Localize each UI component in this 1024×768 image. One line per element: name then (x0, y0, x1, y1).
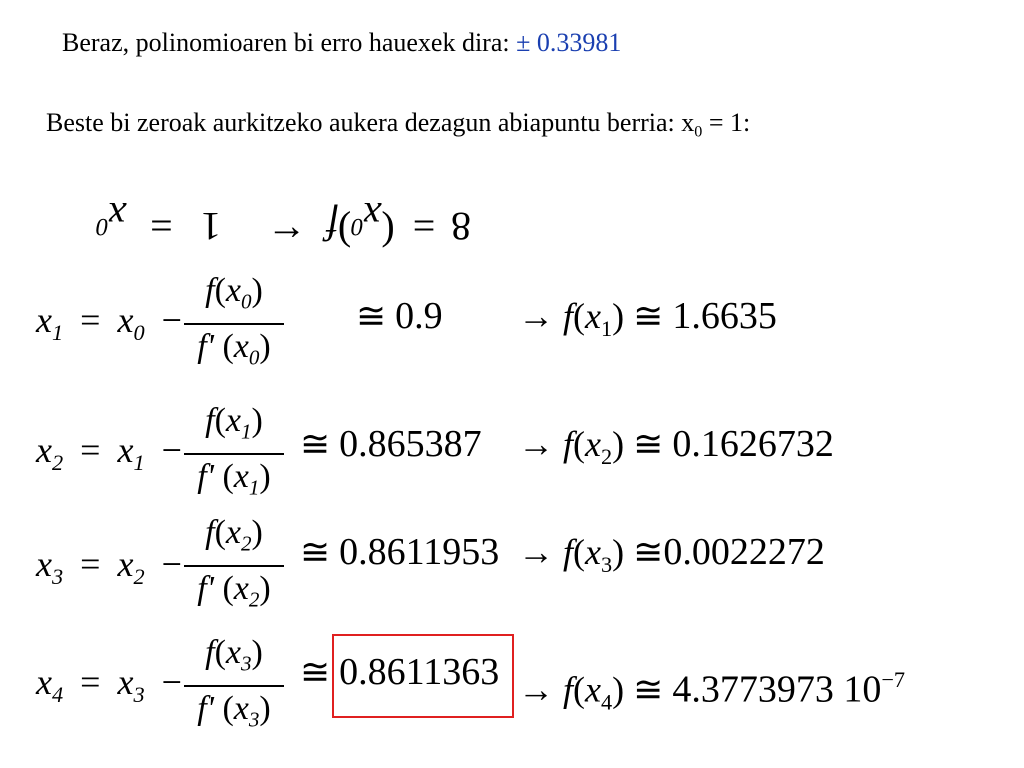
approx-result: ≅ 0.8611363 (300, 651, 500, 693)
f-evaluation: → $f(x_3)$ ≅0.0022272 (518, 531, 825, 577)
fraction-bar (184, 323, 284, 325)
start-x2: $x^0$ (351, 194, 382, 241)
approx-value: 0.9 (395, 295, 443, 337)
f-evaluation: → $f(x_1)$ ≅ 1.6635 (518, 295, 777, 341)
fraction-numerator: $f(x_3)$ (205, 634, 263, 676)
fraction-bar (184, 453, 284, 455)
fraction-denominator: f' $(x_1)$ (197, 458, 271, 500)
roots-value: ± 0.33981 (516, 28, 622, 57)
approx-value: 0.8611363 (339, 651, 500, 693)
start-eq: = (150, 203, 173, 249)
newton-fraction (184, 634, 284, 739)
start-result: 8 (451, 204, 472, 250)
approx-result: ≅ 0.865387 (300, 423, 482, 465)
new-start-tail: = 1: (702, 108, 751, 137)
approx-value: 0.8611953 (339, 531, 500, 573)
newton-fraction (184, 514, 284, 619)
start-row (96, 194, 472, 250)
start-arrow: → (266, 203, 307, 249)
approx-result: ≅ 0.8611953 (300, 531, 500, 573)
new-start-sub: 0 (694, 123, 703, 141)
f-evaluation: → $f(x_2)$ ≅ 0.1626732 (518, 423, 834, 469)
fraction-numerator: $f(x_1)$ (205, 402, 263, 444)
start-lp: ( (337, 203, 352, 249)
lhs-formula: $x_3 = x_2$ − (36, 544, 182, 589)
start-eq2: = (412, 203, 436, 249)
fraction-numerator: $f(x_0)$ (205, 272, 263, 314)
approx-result: ≅ 0.9 (356, 295, 443, 337)
start-f: f (326, 204, 338, 250)
newton-fraction (184, 272, 284, 377)
f-evaluation: → $f(x_4)$ ≅ 4.3773973 $10^{-7}$ (518, 667, 906, 715)
lhs-formula: $x_4 = x_3$ − (36, 662, 182, 707)
fraction-denominator: f' $(x_3)$ (197, 690, 271, 732)
f-value: 1.6635 (672, 295, 777, 337)
lhs-formula: $x_1 = x_0$ − (36, 300, 182, 345)
newton-fraction (184, 402, 284, 507)
f-value: 0.1626732 (672, 423, 834, 465)
fraction-denominator: f' $(x_0)$ (197, 328, 271, 370)
f-value: 0.0022272 (663, 531, 825, 573)
f-value: 4.3773973 10 (672, 668, 882, 711)
new-start-text: Beste bi zeroak aurkitzeko aukera dezagun abiapuntu berria: x (46, 108, 695, 137)
fraction-bar (184, 685, 284, 687)
start-x: $x^0$ (96, 194, 127, 241)
start-rp: ) (381, 203, 395, 249)
lhs-formula: $x_2 = x_1$ − (36, 430, 182, 475)
result-line (62, 28, 621, 58)
converged-value-highlight (332, 634, 514, 718)
result-text: Beraz, polinomioaren bi erro hauexek dira: (62, 28, 517, 57)
fraction-numerator: $f(x_2)$ (205, 514, 263, 556)
fraction-denominator: f' $(x_2)$ (197, 570, 271, 612)
approx-value: 0.865387 (339, 423, 482, 465)
f-value-exponent: −7 (881, 667, 906, 692)
new-start-line (46, 108, 750, 148)
fraction-bar (184, 565, 284, 567)
start-value: 1 (200, 204, 221, 250)
